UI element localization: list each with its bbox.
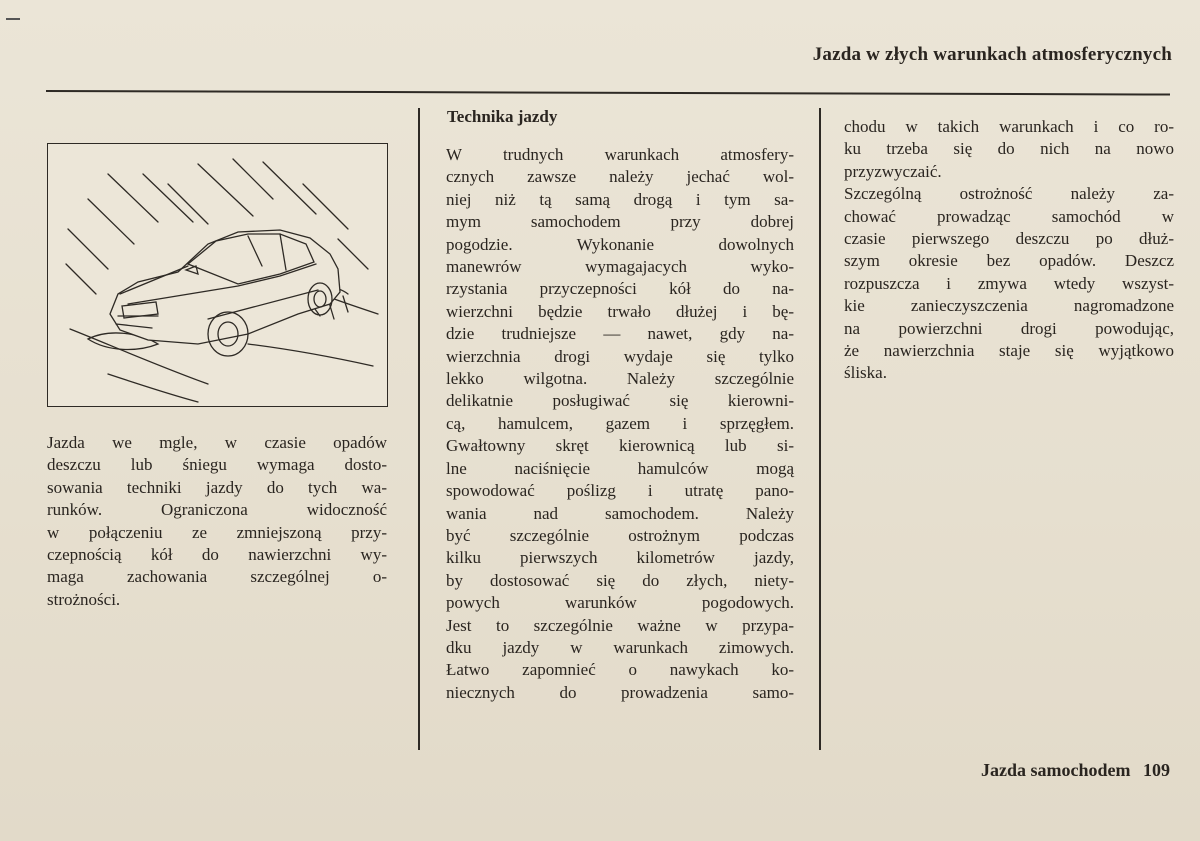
section-heading: Technika jazdy <box>447 107 558 126</box>
text-line: że nawierzchnia staje się wyjątkowo <box>844 341 1174 361</box>
text-line: przyzwyczaić. <box>844 161 942 181</box>
text-line: dku jazdy w warunkach zimowych. <box>446 637 794 657</box>
text-line: Jazda we mgle, w czasie opadów <box>47 433 387 452</box>
text-line: czasie pierwszego deszczu po dłuż- <box>844 229 1174 249</box>
text-line: delikatnie posługiwać się kierowni- <box>446 391 794 411</box>
text-line: czepnością kół do nawierzchni wy- <box>47 545 387 565</box>
text-line: na powierzchni drogi powodując, <box>844 318 1174 338</box>
column3-paragraph <box>844 116 1174 385</box>
text-line: ku trzeba się do nich na nowo <box>844 139 1174 159</box>
text-line: szym okresie bez opadów. Deszcz <box>844 251 1174 271</box>
text-line: sowania techniki jazdy do tych wa- <box>47 477 387 497</box>
text-line: Szczególną ostrożność należy za- <box>844 184 1174 204</box>
text-line: Jest to szczególnie ważne w przypa- <box>446 615 794 635</box>
text-line: kie zanieczyszczenia nagromadzone <box>844 296 1174 316</box>
text-line: Łatwo zapomnieć o nawykach ko- <box>446 660 794 680</box>
text-line: by dostosować się do złych, niety- <box>446 570 794 590</box>
text-line: runków. Ograniczona widoczność <box>47 500 387 520</box>
column1-paragraph <box>47 432 387 611</box>
text-line: mym samochodem przy dobrej <box>446 212 794 232</box>
car-in-rain-icon <box>48 144 386 405</box>
text-line: rzystania przyczepności kół do na- <box>446 279 794 299</box>
text-line: kilku pierwszych kilometrów jazdy, <box>446 548 794 568</box>
text-line: rozpuszcza i zmywa wtedy wszyst- <box>844 273 1174 293</box>
text-line: powych warunków pogodowych. <box>446 593 794 613</box>
text-line: być szczególnie ostrożnym podczas <box>446 525 794 545</box>
column-divider-right <box>819 108 821 750</box>
header-rule <box>46 90 1170 96</box>
text-line: Gwałtowny skręt kierownicą lub si- <box>446 436 794 456</box>
text-line: wierzchnia drogi wydaje się tylko <box>446 346 794 366</box>
text-line: wania nad samochodem. Należy <box>446 503 794 523</box>
column-divider-left <box>418 108 420 750</box>
text-line: wierzchni będzie trwało dłużej i bę- <box>446 301 794 321</box>
text-line: śliska. <box>844 363 887 383</box>
footer-section-title: Jazda samochodem <box>981 760 1131 780</box>
page-header-title: Jazda w złych warunkach atmosferycznych <box>812 44 1172 65</box>
text-line: dzie trudniejsze — nawet, gdy na- <box>446 324 794 344</box>
text-line: W trudnych warunkach atmosfery- <box>446 145 794 164</box>
text-line: deszczu lub śniegu wymaga dosto- <box>47 455 387 475</box>
text-line: pogodzie. Wykonanie dowolnych <box>446 234 794 254</box>
car-in-rain-illustration <box>47 143 388 407</box>
text-line: chować prowadząc samochód w <box>844 206 1174 226</box>
page-footer <box>981 760 1170 781</box>
text-line: chodu w takich warunkach i co ro- <box>844 117 1174 136</box>
text-line: niecznych do prowadzenia samo- <box>446 682 794 702</box>
text-line: cą, hamulcem, gazem i sprzęgłem. <box>446 413 794 433</box>
text-line: lne naciśnięcie hamulców mogą <box>446 458 794 478</box>
text-line: manewrów wymagajacych wyko- <box>446 257 794 277</box>
text-line: lekko wilgotna. Należy szczególnie <box>446 369 794 389</box>
text-line: niej niż tą samą drogą i tym sa- <box>446 189 794 209</box>
text-line: spowodować poślizg i utratę pano- <box>446 481 794 501</box>
corner-mark <box>6 18 20 20</box>
page-number: 109 <box>1143 760 1170 780</box>
text-line: strożności. <box>47 589 121 609</box>
text-line: cznych zawsze należy jechać wol- <box>446 167 794 187</box>
column2-paragraph <box>446 144 794 704</box>
text-line: maga zachowania szczególnej o- <box>47 567 387 587</box>
text-line: w połączeniu ze zmniejszoną przy- <box>47 522 387 542</box>
